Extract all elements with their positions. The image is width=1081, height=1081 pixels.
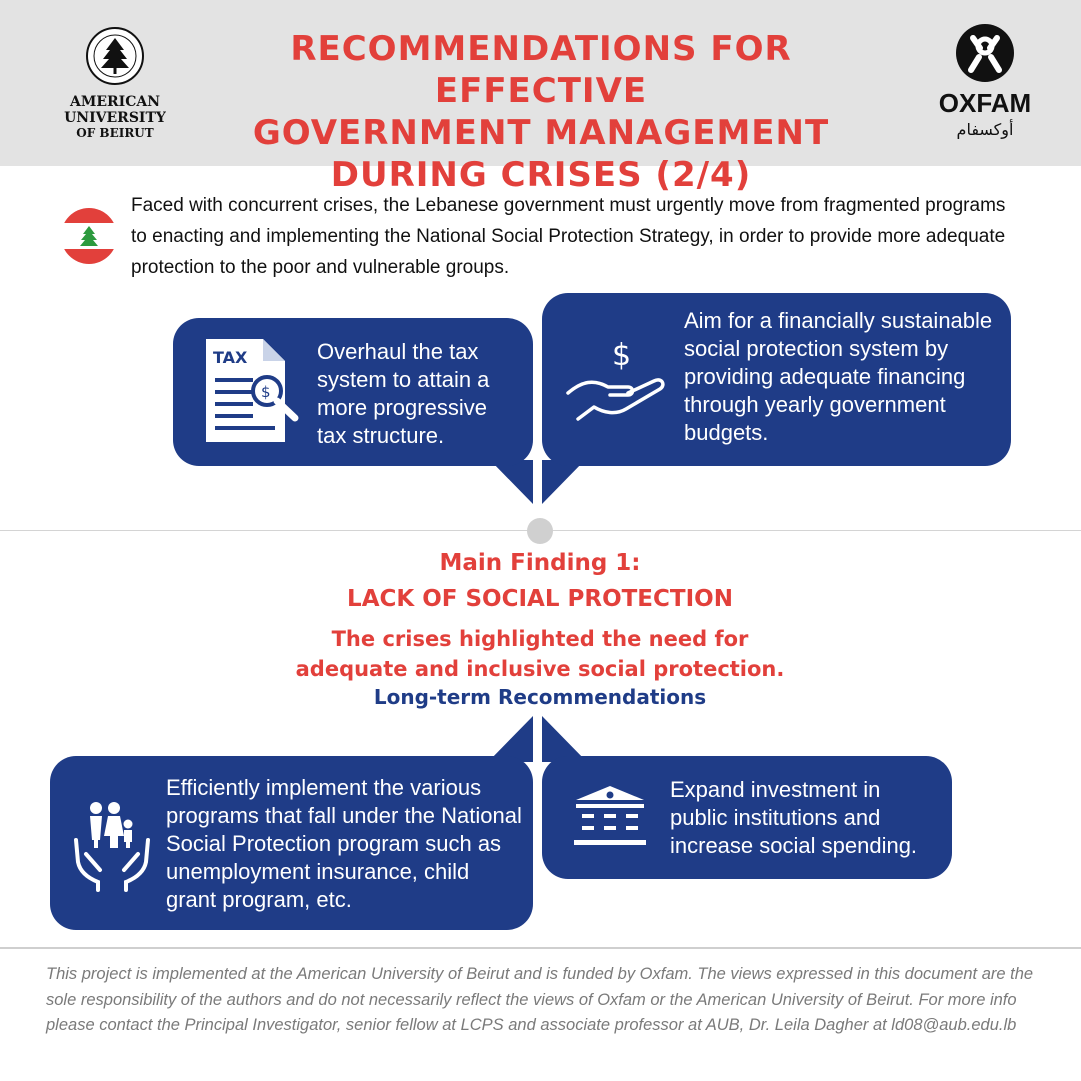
aub-name-line1: AMERICAN (69, 94, 160, 110)
finding-statement (240, 624, 840, 684)
finding-label: Main Finding 1: (439, 550, 641, 576)
pointer-top-left (490, 460, 533, 504)
pointer-top-right (542, 460, 585, 504)
finding-subheading: Long-term Recommendations (373, 685, 707, 709)
intro-paragraph: Faced with concurrent crises, the Lebanese government must urgently move from fragmented programs to enacting and implementing the National Social Protection Strategy, in order to provide more adequate protection to the poor and vulnerable groups. (131, 195, 1006, 278)
recommendation-programs-text: Efficiently implement the various programs that fall under the National Social Protection program such as unemployment insurance, child grant program, etc. (166, 775, 522, 912)
recommendation-institutions (542, 756, 952, 879)
finding-title: LACK OF SOCIAL PROTECTION (347, 586, 733, 612)
svg-text:$: $ (612, 338, 632, 373)
public-institution-icon (572, 782, 648, 852)
oxfam-arabic-name: أوكسفام (956, 120, 1014, 139)
family-hands-icon (70, 796, 154, 892)
tax-document-icon (203, 336, 303, 448)
recommendation-financing-text: Aim for a financially sustainable social protection system by providing adequate financing through yearly government budgets. (684, 308, 993, 445)
recommendation-tax-text: Overhaul the tax system to attain a more progressive tax structure. (317, 339, 490, 448)
center-dot (527, 518, 553, 544)
title-line-2: GOVERNMENT MANAGEMENT (252, 113, 830, 153)
finding-statement-line2: adequate and inclusive social protection. (295, 657, 785, 681)
title-line-3: DURING CRISES (2/4) (330, 155, 752, 195)
recommendation-institutions-text: Expand investment in public institutions and increase social spending. (670, 777, 918, 858)
oxfam-name: OXFAM (938, 88, 1032, 118)
footer-divider (0, 947, 1081, 949)
aub-name-line3: OF BEIRUT (76, 126, 154, 140)
aub-name-line2: UNIVERSITY (64, 110, 166, 126)
recommendation-financing (542, 293, 1011, 466)
recommendation-programs (50, 756, 533, 930)
svg-text:$: $ (261, 383, 271, 401)
hand-dollar-icon (564, 335, 668, 425)
tax-icon-label: TAX (213, 348, 248, 367)
title-line-1: RECOMMENDATIONS FOR EFFECTIVE (290, 29, 792, 111)
footer-disclaimer: This project is implemented at the American University of Beirut and is funded by Oxfam. The views expressed in this document are the sole responsibility of the authors and do not necessarily reflect the views of Oxfam or the American University of Beirut. For more info please contact the Principal Investigator, senior fellow at LCPS and associate professor at AUB, Dr. Leila Dagher at ld08@aub.edu.lb (46, 965, 1034, 1034)
recommendation-tax (173, 318, 533, 466)
finding-statement-line1: The crises highlighted the need for (331, 627, 749, 651)
